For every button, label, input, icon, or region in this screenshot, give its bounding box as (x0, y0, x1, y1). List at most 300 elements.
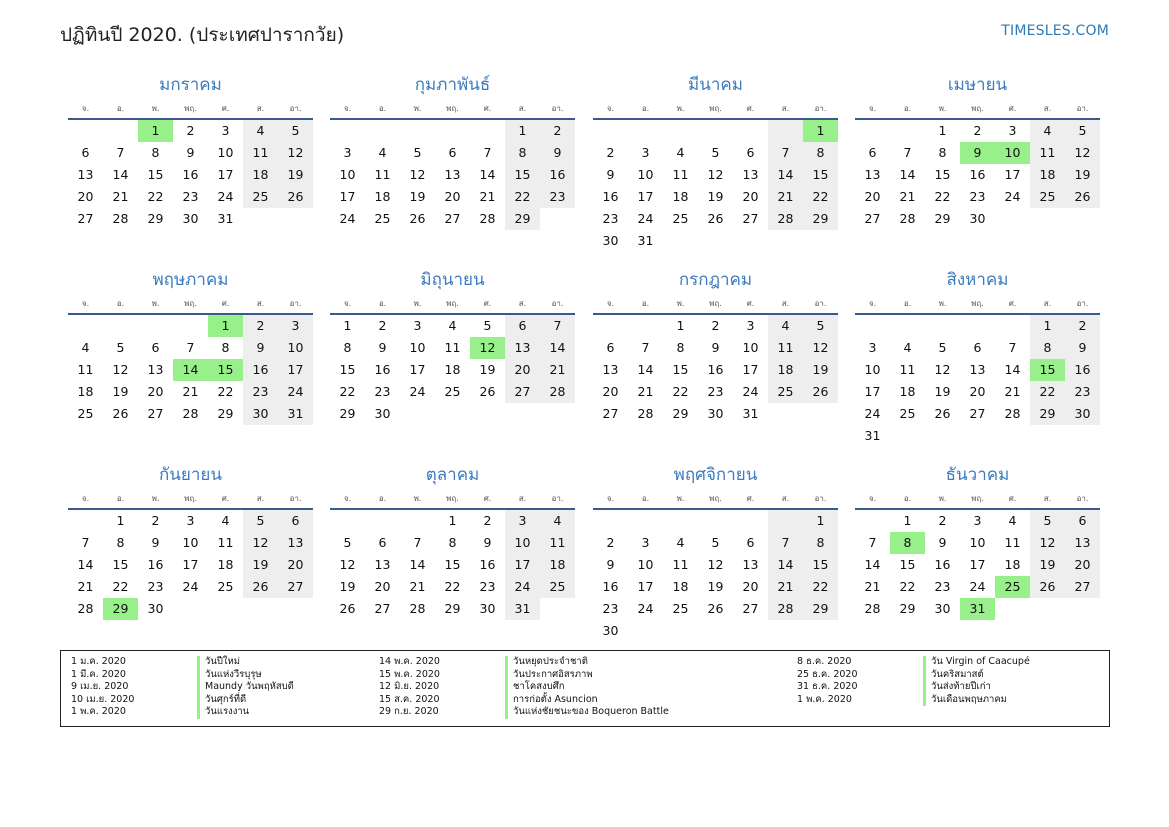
weekday-label: พ. (938, 104, 947, 113)
day-cell: 25 (899, 406, 916, 421)
day-cell: 7 (413, 535, 422, 550)
weekday-label: พฤ. (184, 299, 197, 308)
day-cell: 12 (707, 557, 724, 572)
empty-cell (663, 620, 698, 642)
weekday-label: พฤ. (709, 494, 722, 503)
legend-column (61, 656, 294, 719)
day-cell: 15 (444, 557, 461, 572)
weekday-label: ส. (1043, 104, 1052, 113)
day-cell: 17 (864, 384, 881, 399)
holiday-legend (60, 650, 1110, 727)
day-cell: 26 (339, 601, 356, 616)
day-cell: 13 (374, 557, 391, 572)
weekday-label: ส. (518, 299, 527, 308)
weekday-label: ส. (518, 494, 527, 503)
day-cell: 9 (938, 535, 947, 550)
day-cell: 10 (969, 535, 986, 550)
day-cell: 14 (768, 164, 803, 186)
empty-cell (593, 315, 628, 337)
empty-cell (663, 120, 698, 142)
holiday-date: 31 ธ.ค. 2020 (797, 681, 858, 692)
day-cell: 1 (505, 120, 540, 142)
month-block (855, 72, 1100, 230)
day-cell: 28 (540, 381, 575, 403)
day-grid (855, 510, 1100, 620)
holiday-name: ชาโคสงบศึก (505, 681, 565, 694)
day-cell: 8 (221, 340, 230, 355)
day-cell: 27 (147, 406, 164, 421)
day-cell: 29 (505, 208, 540, 230)
day-cell: 10 (995, 142, 1030, 164)
empty-cell (995, 598, 1030, 620)
holiday-date: 25 ธ.ค. 2020 (797, 668, 858, 680)
day-cell: 6 (505, 315, 540, 337)
day-cell: 20 (278, 554, 313, 576)
weekday-label: อา. (289, 494, 302, 503)
empty-cell (698, 510, 733, 532)
day-cell: 10 (182, 535, 199, 550)
day-cell: 23 (540, 186, 575, 208)
empty-cell (995, 315, 1030, 337)
month-title: มีนาคม (688, 75, 743, 95)
day-cell: 13 (278, 532, 313, 554)
day-cell: 5 (413, 145, 422, 160)
weekday-label: พ. (413, 299, 422, 308)
day-cell: 9 (151, 535, 160, 550)
day-cell: 26 (479, 384, 496, 399)
day-cell: 15 (934, 167, 951, 182)
day-cell: 24 (637, 211, 654, 226)
day-cell: 16 (147, 557, 164, 572)
empty-cell (925, 425, 960, 447)
day-cell: 13 (505, 337, 540, 359)
day-cell: 3 (868, 340, 877, 355)
day-cell: 20 (742, 579, 759, 594)
day-cell: 20 (969, 384, 986, 399)
day-cell: 11 (217, 535, 234, 550)
month-block (68, 267, 313, 425)
day-cell: 1 (903, 513, 912, 528)
day-cell: 3 (641, 145, 650, 160)
day-cell: 19 (339, 579, 356, 594)
day-cell: 12 (470, 337, 505, 359)
legend-item (369, 694, 669, 707)
day-cell: 7 (81, 535, 90, 550)
day-cell: 3 (221, 123, 230, 138)
day-cell: 5 (711, 145, 720, 160)
empty-cell (733, 510, 768, 532)
day-cell: 20 (77, 189, 94, 204)
day-cell: 6 (448, 145, 457, 160)
month-block (330, 267, 575, 425)
empty-cell (1065, 598, 1100, 620)
day-cell: 29 (339, 406, 356, 421)
weekday-label: ศ. (1008, 299, 1017, 308)
weekday-label: อ. (641, 104, 650, 113)
day-cell: 6 (1065, 510, 1100, 532)
holiday-name: วันส่งท้ายปีเก่า (923, 681, 991, 694)
day-cell: 30 (934, 601, 951, 616)
day-cell: 13 (864, 167, 881, 182)
day-cell: 11 (672, 167, 689, 182)
day-cell: 9 (606, 557, 615, 572)
day-cell: 24 (278, 381, 313, 403)
day-cell: 8 (343, 340, 352, 355)
day-cell: 13 (969, 362, 986, 377)
day-cell: 12 (409, 167, 426, 182)
holiday-date: 15 พ.ค. 2020 (379, 668, 440, 680)
day-cell: 21 (768, 576, 803, 598)
day-cell: 6 (746, 535, 755, 550)
day-cell: 6 (378, 535, 387, 550)
day-cell: 2 (378, 318, 387, 333)
weekday-label: อ. (378, 299, 387, 308)
day-cell: 12 (934, 362, 951, 377)
empty-cell (68, 315, 103, 337)
day-cell: 14 (479, 167, 496, 182)
day-grid (68, 120, 313, 230)
day-cell: 7 (1008, 340, 1017, 355)
empty-cell (173, 315, 208, 337)
legend-item (61, 706, 294, 719)
weekday-label: ศ. (1008, 104, 1017, 113)
month-title: มกราคม (159, 75, 222, 95)
weekday-label: ศ. (221, 494, 230, 503)
holiday-date: 14 พ.ค. 2020 (379, 656, 440, 667)
day-cell: 25 (672, 601, 689, 616)
day-cell: 21 (768, 186, 803, 208)
month-block (68, 72, 313, 230)
day-cell: 16 (934, 557, 951, 572)
day-cell: 10 (278, 337, 313, 359)
weekday-label: อา. (551, 104, 564, 113)
day-cell: 20 (147, 384, 164, 399)
day-cell: 7 (768, 142, 803, 164)
month-block (855, 462, 1100, 620)
empty-cell (540, 598, 575, 620)
site-link[interactable]: TIMESLES.COM (1001, 23, 1109, 39)
weekday-header (855, 491, 1100, 507)
weekday-label: อ. (116, 494, 125, 503)
day-cell: 29 (803, 598, 838, 620)
day-cell: 17 (409, 362, 426, 377)
month-title: ตุลาคม (425, 465, 480, 485)
weekday-label: ศ. (1008, 494, 1017, 503)
weekday-label: อา. (814, 104, 827, 113)
day-cell: 2 (711, 318, 720, 333)
day-cell: 1 (676, 318, 685, 333)
day-cell: 6 (81, 145, 90, 160)
month-title: เมษายน (947, 75, 1008, 95)
day-cell: 30 (147, 601, 164, 616)
weekday-label: พ. (676, 494, 685, 503)
holiday-date: 10 เม.ย. 2020 (71, 693, 135, 705)
legend-column (369, 656, 669, 719)
empty-cell (1030, 425, 1065, 447)
day-cell: 14 (409, 557, 426, 572)
empty-cell (138, 315, 173, 337)
day-cell: 11 (243, 142, 278, 164)
day-cell: 11 (374, 167, 391, 182)
day-cell: 22 (899, 579, 916, 594)
weekday-label: พ. (413, 494, 422, 503)
empty-cell (68, 510, 103, 532)
day-cell: 12 (803, 337, 838, 359)
month-block (68, 462, 313, 620)
day-cell: 16 (602, 189, 619, 204)
empty-cell (400, 510, 435, 532)
day-cell: 25 (77, 406, 94, 421)
empty-cell (400, 120, 435, 142)
weekday-label: อ. (903, 494, 912, 503)
day-cell: 17 (969, 557, 986, 572)
empty-cell (365, 120, 400, 142)
day-cell: 16 (602, 579, 619, 594)
weekday-header (330, 491, 575, 507)
day-cell: 18 (768, 359, 803, 381)
day-cell: 4 (540, 510, 575, 532)
day-cell: 21 (479, 189, 496, 204)
day-cell: 2 (540, 120, 575, 142)
day-cell: 7 (641, 340, 650, 355)
weekday-label: พ. (938, 494, 947, 503)
day-cell: 10 (637, 167, 654, 182)
empty-cell (960, 425, 995, 447)
legend-item (369, 706, 669, 719)
day-cell: 2 (243, 315, 278, 337)
empty-cell (855, 315, 890, 337)
month-title: มิถุนายน (420, 270, 485, 290)
day-cell: 18 (444, 362, 461, 377)
empty-cell (890, 120, 925, 142)
day-cell: 30 (602, 233, 619, 248)
day-grid (330, 510, 575, 620)
day-cell: 15 (208, 359, 243, 381)
day-cell: 8 (803, 532, 838, 554)
day-cell: 25 (1030, 186, 1065, 208)
day-cell: 27 (444, 211, 461, 226)
day-cell: 3 (973, 513, 982, 528)
day-grid (330, 120, 575, 230)
day-cell: 12 (243, 532, 278, 554)
day-cell: 30 (1065, 403, 1100, 425)
day-cell: 8 (151, 145, 160, 160)
day-cell: 7 (768, 532, 803, 554)
weekday-label: พฤ. (184, 104, 197, 113)
day-cell: 26 (1030, 576, 1065, 598)
day-cell: 12 (112, 362, 129, 377)
holiday-name: วันคริสมาสต์ (923, 669, 984, 682)
holiday-date: 9 เม.ย. 2020 (71, 681, 129, 692)
day-cell: 29 (899, 601, 916, 616)
weekday-label: จ. (81, 299, 90, 308)
day-cell: 27 (374, 601, 391, 616)
day-cell: 2 (186, 123, 195, 138)
empty-cell (470, 120, 505, 142)
day-cell: 18 (374, 189, 391, 204)
month-title: กรกฎาคม (678, 270, 753, 290)
day-cell: 30 (602, 623, 619, 638)
day-cell: 23 (969, 189, 986, 204)
day-cell: 21 (540, 359, 575, 381)
day-cell: 16 (540, 164, 575, 186)
day-cell: 5 (1030, 510, 1065, 532)
day-cell: 19 (479, 362, 496, 377)
day-cell: 26 (1065, 186, 1100, 208)
day-cell: 14 (768, 554, 803, 576)
day-cell: 8 (803, 142, 838, 164)
empty-cell (733, 230, 768, 252)
day-cell: 20 (505, 359, 540, 381)
weekday-label: จ. (868, 494, 877, 503)
holiday-date: 8 ธ.ค. 2020 (797, 656, 852, 667)
empty-cell (960, 315, 995, 337)
legend-column (787, 656, 1030, 706)
month-title: พฤษภาคม (152, 270, 229, 290)
day-cell: 13 (742, 557, 759, 572)
day-cell: 23 (934, 579, 951, 594)
empty-cell (698, 120, 733, 142)
weekday-label: ศ. (746, 494, 755, 503)
day-cell: 3 (505, 510, 540, 532)
holiday-name: วันแห่งชัยชนะของ Boqueron Battle (505, 706, 669, 719)
day-cell: 8 (890, 532, 925, 554)
holiday-name: วันปีใหม่ (197, 656, 240, 669)
weekday-label: อา. (551, 494, 564, 503)
day-cell: 7 (540, 315, 575, 337)
empty-cell (768, 120, 803, 142)
day-cell: 11 (899, 362, 916, 377)
empty-cell (1030, 208, 1065, 230)
day-cell: 24 (339, 211, 356, 226)
day-cell: 22 (803, 186, 838, 208)
day-cell: 6 (278, 510, 313, 532)
weekday-label: ส. (1043, 299, 1052, 308)
weekday-header (593, 101, 838, 117)
empty-cell (435, 120, 470, 142)
empty-cell (1065, 208, 1100, 230)
weekday-label: พฤ. (446, 494, 459, 503)
day-cell: 11 (1030, 142, 1065, 164)
day-cell: 22 (339, 384, 356, 399)
weekday-label: อา. (1076, 299, 1089, 308)
day-cell: 24 (864, 406, 881, 421)
day-cell: 22 (444, 579, 461, 594)
day-cell: 5 (711, 535, 720, 550)
weekday-label: พ. (676, 299, 685, 308)
day-cell: 10 (217, 145, 234, 160)
day-cell: 19 (278, 164, 313, 186)
day-cell: 27 (77, 211, 94, 226)
weekday-label: ส. (781, 494, 790, 503)
day-cell: 7 (186, 340, 195, 355)
day-grid (68, 315, 313, 425)
day-cell: 24 (217, 189, 234, 204)
empty-cell (855, 120, 890, 142)
day-cell: 11 (672, 557, 689, 572)
weekday-label: ส. (256, 104, 265, 113)
day-cell: 14 (77, 557, 94, 572)
legend-item (787, 681, 1030, 694)
day-cell: 9 (483, 535, 492, 550)
day-cell: 12 (339, 557, 356, 572)
day-cell: 18 (672, 189, 689, 204)
day-cell: 2 (151, 513, 160, 528)
day-cell: 1 (138, 120, 173, 142)
day-cell: 30 (479, 601, 496, 616)
day-cell: 19 (1030, 554, 1065, 576)
day-cell: 31 (864, 428, 881, 443)
empty-cell (890, 425, 925, 447)
empty-cell (330, 510, 365, 532)
day-cell: 29 (103, 598, 138, 620)
month-block (330, 462, 575, 620)
weekday-label: ส. (256, 494, 265, 503)
day-cell: 4 (378, 145, 387, 160)
empty-cell (733, 620, 768, 642)
page-title: ปฏิทินปี 2020. (ประเทศปารากวัย) (60, 24, 345, 46)
legend-item (61, 694, 294, 707)
legend-item (787, 694, 1030, 707)
empty-cell (243, 598, 278, 620)
day-cell: 5 (278, 120, 313, 142)
day-cell: 10 (339, 167, 356, 182)
empty-cell (768, 510, 803, 532)
empty-cell (768, 230, 803, 252)
day-cell: 29 (444, 601, 461, 616)
day-cell: 4 (1008, 513, 1017, 528)
day-cell: 2 (938, 513, 947, 528)
weekday-label: ศ. (746, 104, 755, 113)
day-cell: 3 (413, 318, 422, 333)
day-cell: 26 (803, 381, 838, 403)
legend-item (61, 656, 294, 669)
day-cell: 18 (217, 557, 234, 572)
day-cell: 25 (540, 576, 575, 598)
day-cell: 3 (186, 513, 195, 528)
weekday-label: พ. (151, 494, 160, 503)
day-cell: 15 (899, 557, 916, 572)
empty-cell (1030, 598, 1065, 620)
day-cell: 5 (803, 315, 838, 337)
day-cell: 10 (505, 532, 540, 554)
month-title: กุมภาพันธ์ (414, 75, 491, 95)
day-grid (593, 315, 838, 425)
weekday-label: อ. (116, 299, 125, 308)
holiday-name: วันแห่งวีรบุรุษ (197, 669, 262, 682)
day-cell: 6 (868, 145, 877, 160)
day-cell: 11 (768, 337, 803, 359)
day-cell: 13 (602, 362, 619, 377)
legend-item (61, 669, 294, 682)
empty-cell (540, 403, 575, 425)
month-block (593, 267, 838, 425)
day-cell: 25 (768, 381, 803, 403)
empty-cell (698, 620, 733, 642)
day-cell: 20 (1065, 554, 1100, 576)
day-cell: 15 (147, 167, 164, 182)
legend-item (787, 656, 1030, 669)
day-cell: 18 (77, 384, 94, 399)
empty-cell (435, 403, 470, 425)
legend-item (369, 656, 669, 669)
day-cell: 24 (637, 601, 654, 616)
day-cell: 17 (1004, 167, 1021, 182)
day-cell: 24 (409, 384, 426, 399)
day-cell: 1 (116, 513, 125, 528)
day-cell: 17 (742, 362, 759, 377)
day-cell: 23 (243, 381, 278, 403)
